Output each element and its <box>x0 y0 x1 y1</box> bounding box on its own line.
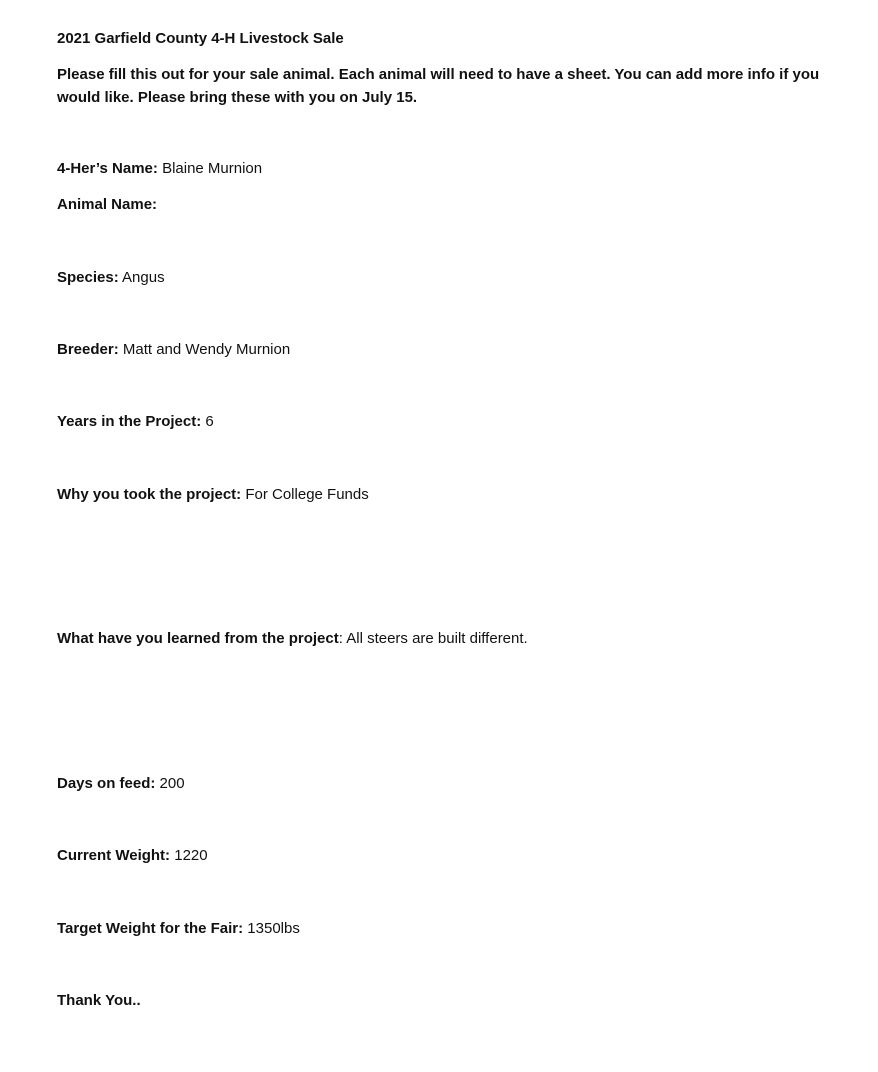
field-why-label: Why you took the project: <box>57 486 242 503</box>
field-species-value: Angus <box>122 269 165 286</box>
field-breeder-label: Breeder: <box>57 341 119 358</box>
closing-text: Thank You.. <box>57 992 141 1009</box>
instructions-text: Please fill this out for your sale animal. Each animal will need to have a sheet. You can add more info if you would like. Please bring these with you on July 15. <box>57 66 820 106</box>
field-years <box>57 410 827 434</box>
field-target-weight-label: Target Weight for the Fair: <box>57 920 244 937</box>
field-current-weight-label: Current Weight: <box>57 847 171 864</box>
field-learned-label: What have you learned from the project <box>57 630 339 647</box>
field-name-label: 4-Her’s Name: <box>57 160 158 177</box>
field-breeder <box>57 338 827 362</box>
field-target-weight-value: 1350lbs <box>247 920 300 937</box>
field-species <box>57 266 827 290</box>
field-years-label: Years in the Project: <box>57 413 202 430</box>
field-current-weight <box>57 844 827 868</box>
field-why-value: For College Funds <box>245 486 369 503</box>
document-title: 2021 Garfield County 4-H Livestock Sale <box>57 30 344 47</box>
field-days-on-feed-label: Days on feed: <box>57 775 156 792</box>
field-learned <box>57 627 827 651</box>
field-target-weight <box>57 917 827 941</box>
field-why <box>57 483 827 507</box>
field-years-value: 6 <box>205 413 214 430</box>
field-name <box>57 157 827 181</box>
field-breeder-value: Matt and Wendy Murnion <box>122 341 291 358</box>
field-days-on-feed-value: 200 <box>159 775 185 792</box>
field-days-on-feed <box>57 772 827 796</box>
field-animal-name <box>57 193 827 217</box>
field-learned-value: : All steers are built different. <box>338 630 528 647</box>
field-animal-name-label: Animal Name: <box>57 196 158 213</box>
field-name-value: Blaine Murnion <box>162 160 263 177</box>
field-species-label: Species: <box>57 269 119 286</box>
field-current-weight-value: 1220 <box>174 847 208 864</box>
